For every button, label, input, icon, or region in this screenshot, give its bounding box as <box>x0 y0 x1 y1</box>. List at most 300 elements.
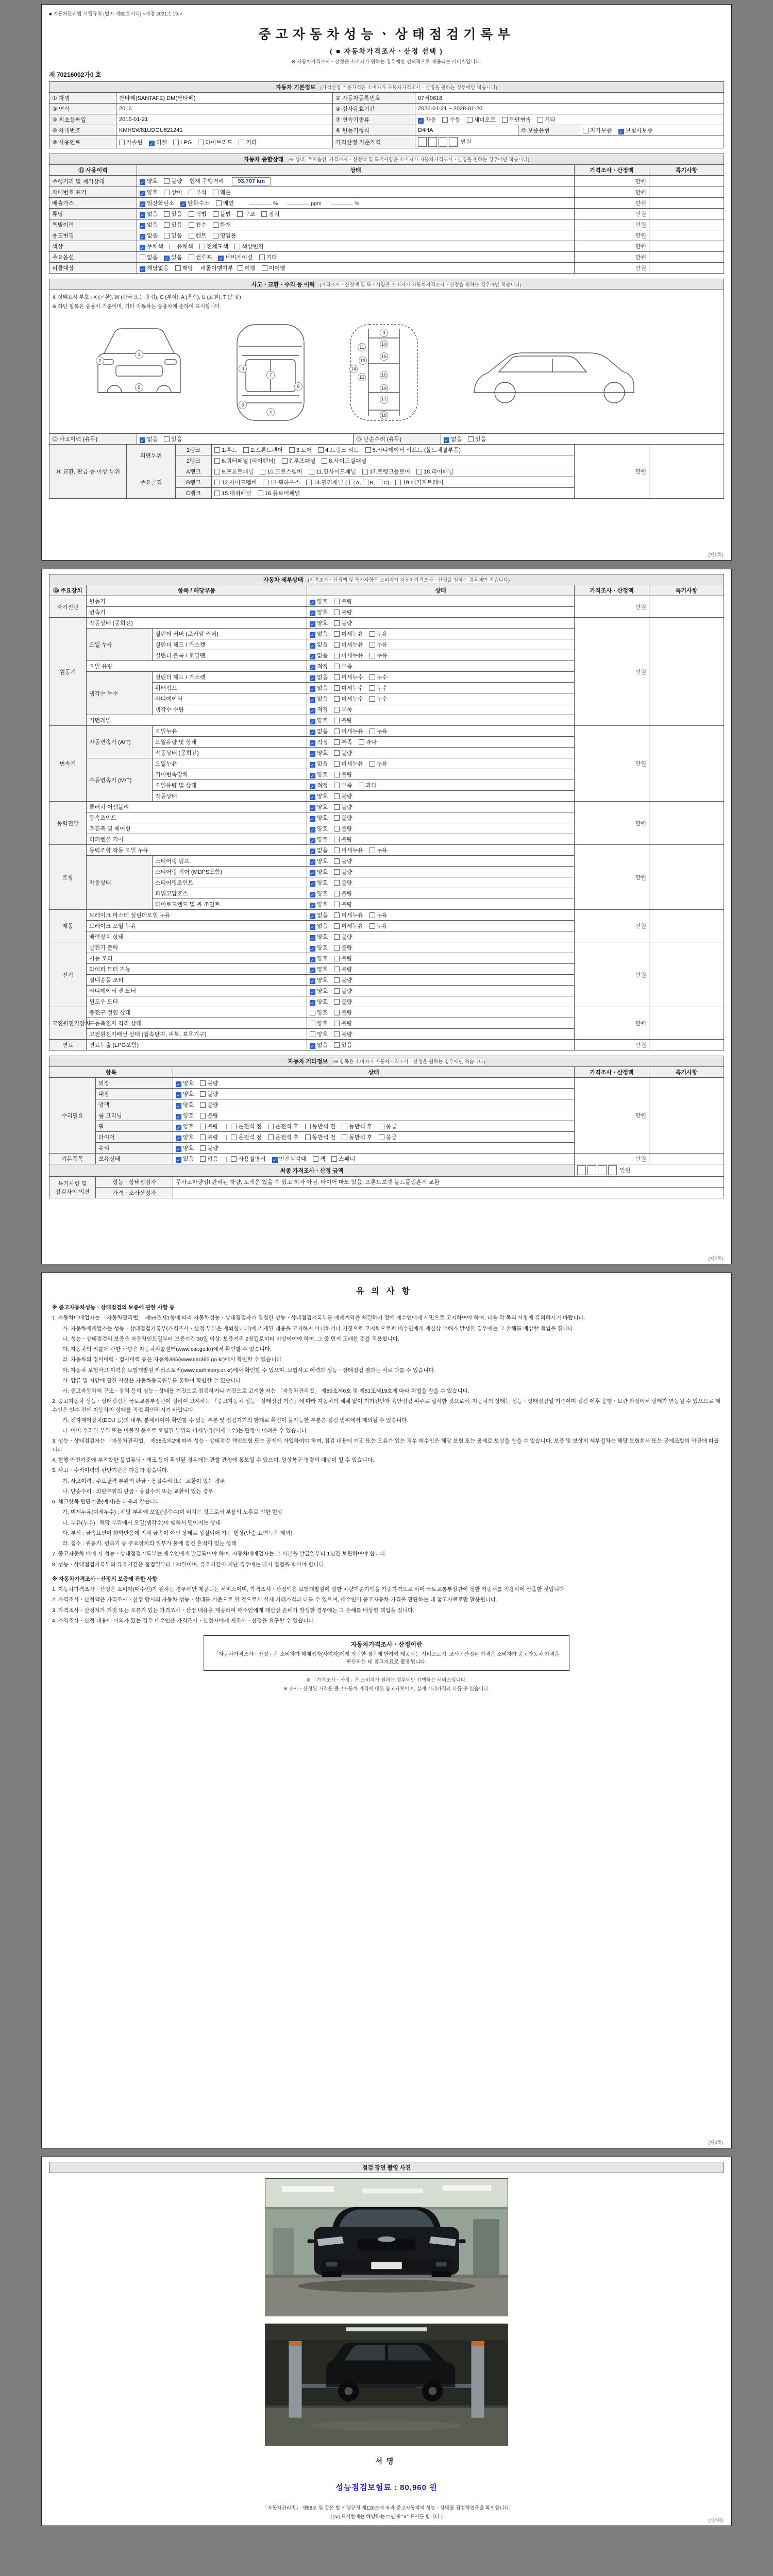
checkbox-보험사보증[interactable] <box>618 126 653 134</box>
checkbox-icon <box>214 469 220 474</box>
checkbox-양호[interactable] <box>310 965 328 973</box>
checkbox-3.도어[interactable] <box>289 446 312 454</box>
etc-item-state <box>173 1143 575 1154</box>
checkbox-없음[interactable] <box>310 911 328 919</box>
etc-item-label: 광택 <box>96 1099 173 1110</box>
checkbox-14.필러패널[interactable] <box>306 478 389 486</box>
checkbox-불량[interactable] <box>334 835 352 843</box>
overall-section-note: (※ 상태, 주요옵션, 가격조사ㆍ산정액 및 특기사항은 소비자가 자동차가격조사ㆍ산정을 원하는 경우에만 적습니다) <box>288 157 530 163</box>
checkbox-icon <box>214 447 220 453</box>
checkbox-icon: ✓ <box>310 979 315 984</box>
checkbox-해당[interactable] <box>175 264 193 272</box>
note-cell <box>649 1040 724 1050</box>
checkbox-스패너[interactable] <box>331 1155 355 1163</box>
device-group-label: 변속기 <box>49 726 87 802</box>
checkbox-부족[interactable] <box>334 738 352 746</box>
checkbox-양호[interactable] <box>310 954 328 962</box>
checkbox-icon <box>189 190 194 195</box>
checkbox-양호[interactable] <box>310 933 328 941</box>
checkbox-불량[interactable] <box>334 943 352 952</box>
checkbox-9.프론트패널[interactable] <box>214 467 254 476</box>
checkbox-불량[interactable] <box>200 1144 218 1152</box>
checkbox-label: 운전석 전 <box>238 1124 262 1130</box>
checkbox-훼손[interactable] <box>213 188 231 196</box>
checkbox-부족[interactable] <box>334 705 352 714</box>
device-item-state <box>307 639 575 650</box>
checkbox-group <box>189 255 259 261</box>
checkbox-있음[interactable] <box>164 221 182 229</box>
checkbox-기타[interactable] <box>537 115 556 124</box>
checkbox-label: 없음 <box>317 728 328 735</box>
checkbox-label: 불량 <box>171 178 182 184</box>
checkbox-양호[interactable] <box>310 597 328 605</box>
extra-separator: | <box>225 1156 227 1162</box>
checkbox-없음[interactable] <box>140 221 158 229</box>
checkbox-누유[interactable] <box>369 759 388 768</box>
checkbox-없음[interactable] <box>310 922 328 930</box>
checkbox-부식[interactable] <box>189 188 207 196</box>
checkbox-불량[interactable] <box>334 933 352 941</box>
device-item-state <box>307 996 575 1007</box>
checkbox-양호[interactable] <box>310 803 328 811</box>
checkbox-16.플로어패널[interactable] <box>258 489 300 497</box>
checkbox-운전석 전[interactable] <box>231 1122 262 1130</box>
checkbox-label: 양호 <box>317 718 328 724</box>
checkbox-양호[interactable] <box>310 824 328 833</box>
checkbox-없음[interactable] <box>140 435 158 443</box>
checkbox-양호[interactable] <box>176 1144 194 1152</box>
checkbox-미세누유[interactable] <box>334 911 363 919</box>
checkbox-양호[interactable] <box>310 878 328 887</box>
checkbox-탄화수소[interactable] <box>180 199 210 207</box>
panel-number-label: 9 <box>382 330 385 335</box>
checkbox-적정[interactable] <box>310 781 328 789</box>
checkbox-누유[interactable] <box>369 911 388 919</box>
checkbox-누수[interactable] <box>369 673 388 681</box>
checkbox-label: 미세누유 <box>341 848 363 854</box>
checkbox-매연[interactable] <box>216 199 234 207</box>
checkbox-icon <box>237 211 243 217</box>
checkbox-양호[interactable] <box>310 997 328 1006</box>
checkbox-자동[interactable] <box>418 115 436 124</box>
appraiser-label: 가격ㆍ조사산정자 <box>96 1188 173 1198</box>
checkbox-네비게이션[interactable] <box>218 253 253 261</box>
checkbox-icon <box>238 265 243 271</box>
checkbox-불량[interactable] <box>200 1079 218 1087</box>
checkbox-label: 자동 <box>425 117 436 123</box>
checkbox-불량[interactable] <box>200 1090 218 1098</box>
device-item-label: 스티어링 펌프 <box>153 856 307 867</box>
checkbox-하이브리드[interactable] <box>198 138 232 146</box>
checkbox-일산화탄소[interactable] <box>140 199 174 207</box>
checkbox-양호[interactable] <box>310 608 328 616</box>
checkbox-구조[interactable] <box>237 210 255 218</box>
checkbox-동반석 후[interactable] <box>342 1122 373 1130</box>
checkbox-불량[interactable] <box>334 803 352 811</box>
checkbox-label: 있음 <box>171 233 182 239</box>
checkbox-불량[interactable] <box>164 177 182 185</box>
checkbox-group <box>176 1124 225 1130</box>
checkbox-없음[interactable] <box>310 673 328 681</box>
checkbox-없음[interactable] <box>310 684 328 692</box>
checkbox-icon: ✓ <box>176 1114 181 1120</box>
checkbox-누유[interactable] <box>369 922 388 930</box>
checkbox-불량[interactable] <box>334 824 352 833</box>
checkbox-group <box>310 674 394 681</box>
price-cell: 만원 <box>574 942 649 1007</box>
page-2 <box>41 569 732 1264</box>
checkbox-icon: ✓ <box>310 730 315 735</box>
detail-col-item: 항목 / 해당부품 <box>87 585 307 596</box>
checkbox-불량[interactable] <box>200 1122 218 1130</box>
checkbox-양호[interactable] <box>176 1079 194 1087</box>
checkbox-group <box>199 244 270 250</box>
panel-number-label: 12 <box>359 375 365 380</box>
checkbox-label: 양호 <box>317 977 328 984</box>
checkbox-동반석 전[interactable] <box>305 1133 336 1141</box>
etc-item-state <box>173 1089 575 1099</box>
checkbox-양호[interactable] <box>310 1008 328 1016</box>
checkbox-17.트렁크플로어[interactable] <box>362 467 410 476</box>
checkbox-불량[interactable] <box>334 868 352 876</box>
checkbox-양호[interactable] <box>140 188 158 196</box>
checkbox-양호[interactable] <box>140 177 158 185</box>
checkbox-침수[interactable] <box>189 221 207 229</box>
checkbox-누유[interactable] <box>369 846 388 854</box>
checkbox-운전석 후[interactable] <box>268 1122 299 1130</box>
checkbox-부족[interactable] <box>334 662 352 670</box>
checkbox-LPG[interactable] <box>173 140 192 146</box>
checkbox-부족[interactable] <box>334 781 352 789</box>
checkbox-icon <box>189 233 194 239</box>
checkbox-양호[interactable] <box>310 976 328 984</box>
checkbox-label: 동반석 후 <box>349 1134 373 1141</box>
checkbox-운전석 후[interactable] <box>268 1133 299 1141</box>
checkbox-icon: ✓ <box>310 654 315 659</box>
checkbox-기타[interactable] <box>239 138 257 146</box>
checkbox-label: 양호 <box>183 1080 194 1087</box>
overall-section-header <box>49 154 724 165</box>
checkbox-양호[interactable] <box>310 716 328 724</box>
checkbox-디젤[interactable] <box>149 138 167 146</box>
checkbox-label: 양호 <box>317 945 328 951</box>
checkbox-불량[interactable] <box>334 965 352 973</box>
checkbox-label: 안전삼각대 <box>279 1156 307 1162</box>
checkbox-미세누수[interactable] <box>334 684 363 692</box>
parts-rank-label: 2랭크 <box>176 455 212 466</box>
checkbox-4.트렁크 리드[interactable] <box>318 446 359 454</box>
checkbox-미세누유[interactable] <box>334 630 363 638</box>
pillar-sub-checkboxes: ( A, B, C) <box>345 480 390 486</box>
checkbox-양호[interactable] <box>310 749 328 757</box>
checkbox-group <box>310 999 359 1005</box>
checkbox-있음[interactable] <box>164 435 182 443</box>
etc-item-state <box>173 1078 575 1089</box>
checkbox-label: 불량 <box>341 999 352 1005</box>
base-price-label: 가격산정 기준가격 <box>333 136 415 148</box>
checkbox-불량[interactable] <box>334 597 352 605</box>
final-price-value <box>574 1164 724 1177</box>
checkbox-양호[interactable] <box>310 987 328 995</box>
checkbox-불량[interactable] <box>334 900 352 908</box>
checkbox-양호[interactable] <box>310 814 328 822</box>
checkbox-있음[interactable] <box>164 231 182 240</box>
checkbox-label: 부족 <box>341 739 352 745</box>
checkbox-불량[interactable] <box>334 987 352 995</box>
checkbox-11.인사이드패널[interactable] <box>309 467 356 476</box>
checkbox-미세누수[interactable] <box>334 694 363 703</box>
checkbox-양호[interactable] <box>310 889 328 897</box>
device-sub-label: 수동변속기 (M/T) <box>87 758 153 802</box>
checkbox-불량[interactable] <box>334 889 352 897</box>
checkbox-없음[interactable] <box>310 630 328 638</box>
checkbox-양호[interactable] <box>310 770 328 778</box>
checkbox-유채색[interactable] <box>170 242 193 250</box>
device-item-state <box>307 715 575 726</box>
checkbox-불량[interactable] <box>334 878 352 887</box>
device-item-state <box>307 802 575 812</box>
checkbox-미세누유[interactable] <box>334 922 363 930</box>
checkbox-무단변속[interactable] <box>502 115 531 124</box>
checkbox-불량[interactable] <box>200 1111 218 1120</box>
checkbox-group <box>140 190 237 196</box>
device-item-state <box>307 931 575 942</box>
note-cell <box>649 187 724 198</box>
checkbox-있음[interactable] <box>176 1155 194 1163</box>
checkbox-적정[interactable] <box>310 738 328 746</box>
checkbox-양호[interactable] <box>176 1122 194 1130</box>
checkbox-없음[interactable] <box>140 210 158 218</box>
checkbox-8.사이드실패널[interactable] <box>322 456 366 465</box>
overall-row <box>49 241 724 252</box>
checkbox-불량[interactable] <box>334 749 352 757</box>
price-unit: 만원 <box>461 139 472 145</box>
checkbox-무채색[interactable] <box>140 242 163 250</box>
overall-col-note: 특기사항 <box>649 165 724 176</box>
checkbox-불량[interactable] <box>334 716 352 724</box>
device-item-state <box>307 693 575 704</box>
checkbox-누수[interactable] <box>369 684 388 692</box>
checkbox-없음[interactable] <box>140 253 158 261</box>
checkbox-label: 14.필러패널 <box>313 480 344 486</box>
checkbox-양호[interactable] <box>310 868 328 876</box>
checkbox-18.리어패널[interactable] <box>416 467 453 476</box>
checkbox-불법[interactable] <box>213 210 231 218</box>
checkbox-미이행[interactable] <box>262 264 285 272</box>
checkbox-없음[interactable] <box>310 640 328 649</box>
checkbox-있음[interactable] <box>468 435 486 443</box>
notice-paragraph: 3. 가격조사ㆍ산정자가 거짓 또는 오류가 있는 가격조사ㆍ산정 내용을 제공하여 매수인에게 재산상 손해가 발생한 경우에는 그 손해를 배상할 책임을 집니다. <box>52 1607 415 1614</box>
signature-section-title: 서명 <box>375 2457 398 2465</box>
device-item-state <box>307 791 575 802</box>
checkbox-응급[interactable] <box>379 1133 397 1141</box>
checkbox-없음[interactable] <box>310 651 328 659</box>
photo-lift-view <box>265 2324 508 2445</box>
checkbox-썬루프[interactable] <box>189 253 212 261</box>
checkbox-미세누유[interactable] <box>334 651 363 659</box>
checkbox-미세누유[interactable] <box>334 727 363 735</box>
checkbox-icon <box>282 458 288 464</box>
checkbox-불량[interactable] <box>334 954 352 962</box>
checkbox-group <box>310 815 359 821</box>
checkbox-해당없음[interactable] <box>140 264 169 272</box>
checkbox-icon <box>334 696 340 702</box>
checkbox-없음[interactable] <box>310 846 328 854</box>
device-item-state <box>307 650 575 661</box>
checkbox-없음[interactable] <box>140 231 158 240</box>
notice-box-title: 자동차가격조사ㆍ산정이란 <box>350 1641 423 1649</box>
checkbox-잭[interactable] <box>313 1155 326 1163</box>
checkbox-label: 12.사이드멤버 <box>222 480 257 486</box>
checkbox-기타[interactable] <box>259 253 277 261</box>
checkbox-미세누유[interactable] <box>334 759 363 768</box>
checkbox-미세누유[interactable] <box>334 640 363 649</box>
checkbox-있음[interactable] <box>164 210 182 218</box>
checkbox-7.루프패널[interactable] <box>282 456 316 465</box>
checkbox-과다[interactable] <box>359 781 377 789</box>
checkbox-양호[interactable] <box>310 1030 328 1038</box>
checkbox-누유[interactable] <box>369 640 388 649</box>
checkbox-영업용[interactable] <box>213 231 237 240</box>
checkbox-label: 양호 <box>317 599 328 605</box>
checkbox-불량[interactable] <box>334 1008 352 1016</box>
checkbox-양호[interactable] <box>310 1019 328 1027</box>
checkbox-누유[interactable] <box>369 651 388 659</box>
checkbox-적정[interactable] <box>310 705 328 714</box>
checkbox-불량[interactable] <box>334 1019 352 1027</box>
checkbox-icon <box>164 222 170 228</box>
checkbox-group <box>310 739 383 745</box>
checkbox-없음[interactable] <box>310 727 328 735</box>
checkbox-불량[interactable] <box>334 814 352 822</box>
checkbox-19.패키지트레이[interactable] <box>395 478 443 486</box>
checkbox-label: 양호 <box>183 1124 194 1130</box>
checkbox-icon: ✓ <box>310 719 315 724</box>
checkbox-누유[interactable] <box>369 727 388 735</box>
checkbox-icon <box>334 728 340 734</box>
checkbox-label: LPG <box>180 139 192 146</box>
device-item-state <box>307 942 575 953</box>
checkbox-불량[interactable] <box>334 857 352 865</box>
checkbox-불량[interactable] <box>334 770 352 778</box>
checkbox-있음[interactable] <box>164 253 182 261</box>
checkbox-불량[interactable] <box>200 1100 218 1109</box>
checkbox-6.쿼터패널 (리어펜더)[interactable] <box>214 456 276 465</box>
checkbox-불량[interactable] <box>334 976 352 984</box>
checkbox-group <box>310 750 359 756</box>
checkbox-icon: ✓ <box>310 611 315 616</box>
checkbox-15.대쉬패널[interactable] <box>214 489 251 497</box>
checkbox-불량[interactable] <box>200 1133 218 1141</box>
checkbox-label: 4.트렁크 리드 <box>325 447 359 453</box>
checkbox-양호[interactable] <box>310 857 328 865</box>
checkbox-불량[interactable] <box>334 1030 352 1038</box>
checkbox-양호[interactable] <box>310 835 328 843</box>
checkbox-동반석 전[interactable] <box>305 1122 336 1130</box>
checkbox-icon <box>334 999 340 1005</box>
price-cell: 만원 <box>575 241 649 252</box>
checkbox-group <box>310 977 359 984</box>
checkbox-2.프론트펜더[interactable] <box>243 446 282 454</box>
device-item-state <box>307 607 575 618</box>
checkbox-운전석 전[interactable] <box>231 1133 262 1141</box>
checkbox-누유[interactable] <box>369 630 388 638</box>
checkbox-수동[interactable] <box>442 115 460 124</box>
checkbox-렌트[interactable] <box>189 231 207 240</box>
checkbox-응급[interactable] <box>379 1122 397 1130</box>
checkbox-색상변경[interactable] <box>234 242 264 250</box>
checkbox-과다[interactable] <box>359 738 377 746</box>
checkbox-icon: ✓ <box>176 1082 181 1087</box>
checkbox-적정[interactable] <box>310 662 328 670</box>
checkbox-icon <box>318 447 324 453</box>
checkbox-양호[interactable] <box>176 1100 194 1109</box>
checkbox-장치[interactable] <box>261 210 279 218</box>
checkbox-화재[interactable] <box>213 221 231 229</box>
checkbox-없음[interactable] <box>310 694 328 703</box>
checkbox-icon: ✓ <box>310 860 315 865</box>
checkbox-양호[interactable] <box>310 900 328 908</box>
checkbox-이행[interactable] <box>238 264 256 272</box>
checkbox-10.크로스멤버[interactable] <box>260 467 302 476</box>
checkbox-양호[interactable] <box>176 1090 194 1098</box>
checkbox-불량[interactable] <box>334 997 352 1006</box>
checkbox-불량[interactable] <box>334 792 352 800</box>
checkbox-동반석 후[interactable] <box>342 1133 373 1141</box>
checkbox-미세누유[interactable] <box>334 846 363 854</box>
checkbox-적법[interactable] <box>189 210 207 218</box>
checkbox-세미오토[interactable] <box>467 115 496 124</box>
device-item-label: 클러치 어셈블리 <box>87 802 307 812</box>
checkbox-미세누수[interactable] <box>334 673 363 681</box>
checkbox-icon: ✓ <box>310 795 315 800</box>
note-cell <box>649 845 724 910</box>
checkbox-없음[interactable] <box>310 1041 328 1049</box>
checkbox-불량[interactable] <box>334 619 352 627</box>
checkbox-label: 양호 <box>317 869 328 875</box>
panel-number-label: 7 <box>269 372 272 378</box>
checkbox-불량[interactable] <box>334 608 352 616</box>
device-item-label: 오일유량 및 상태 <box>153 780 307 791</box>
checkbox-없음[interactable] <box>444 435 462 443</box>
checkbox-상이[interactable] <box>164 188 182 196</box>
checkbox-양호[interactable] <box>310 792 328 800</box>
device-item-state <box>307 704 575 715</box>
checkbox-누수[interactable] <box>369 694 388 703</box>
checkbox-전체도색[interactable] <box>199 242 229 250</box>
checkbox-양호[interactable] <box>310 943 328 952</box>
checkbox-icon: ✓ <box>140 234 145 240</box>
checkbox-1.후드[interactable] <box>214 446 237 454</box>
checkbox-없음[interactable] <box>200 1155 218 1163</box>
checkbox-양호[interactable] <box>310 619 328 627</box>
checkbox-label: 동반석 전 <box>312 1124 336 1130</box>
checkbox-양호[interactable] <box>176 1111 194 1120</box>
checkbox-안전삼각대[interactable] <box>272 1155 307 1163</box>
panel-number-label: 18 <box>381 413 387 418</box>
checkbox-있음[interactable] <box>334 1041 352 1049</box>
checkbox-가솔린[interactable] <box>119 138 143 146</box>
checkbox-5.라디에이터 서포트 (볼트체결부품)[interactable] <box>365 446 461 454</box>
checkbox-자가보증[interactable] <box>583 126 612 134</box>
checkbox-사용설명서[interactable] <box>231 1155 265 1163</box>
checkbox-양호[interactable] <box>176 1133 194 1141</box>
checkbox-13.휠하우스[interactable] <box>263 478 300 486</box>
checkbox-없음[interactable] <box>310 759 328 768</box>
checkbox-icon <box>306 480 312 485</box>
device-item-state <box>307 1040 575 1050</box>
checkbox-12.사이드멤버[interactable] <box>214 478 257 486</box>
